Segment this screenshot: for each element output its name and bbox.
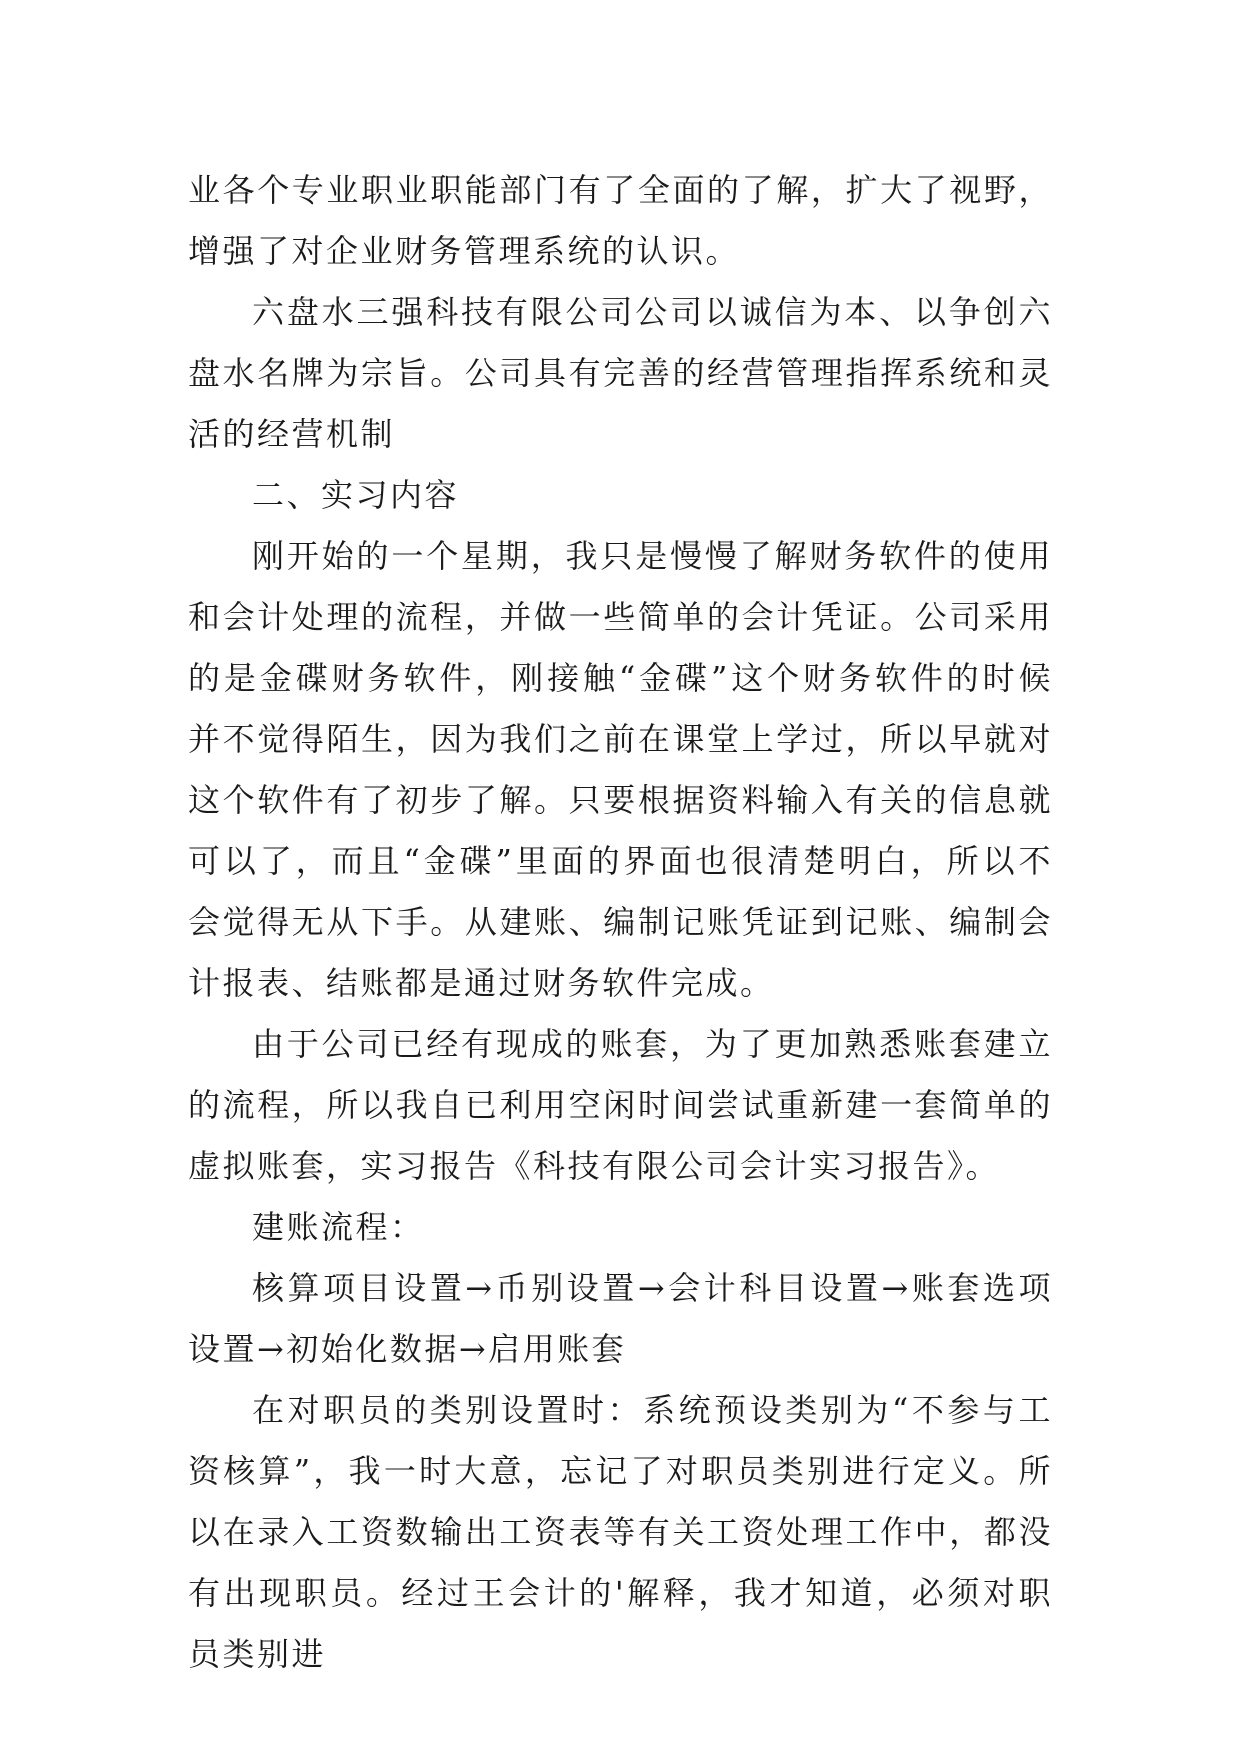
paragraph-intro-continuation: 业各个专业职业职能部门有了全面的了解，扩大了视野，增强了对企业财务管理系统的认识。	[188, 171, 1053, 270]
paragraph-accounts: 由于公司已经有现成的账套，为了更加熟悉账套建立的流程，所以我自已利用空闲时间尝试重新建一套简单的虚拟账套，实习报告《科技有限公司会计实习报告》。	[188, 1025, 1053, 1185]
paragraph-company: 六盘水三强科技有限公司公司以诚信为本、以争创六盘水名牌为宗旨。公司具有完善的经营管理指挥系统和灵活的经营机制	[188, 293, 1053, 453]
paragraph-flow-title: 建账流程：	[252, 1208, 425, 1246]
paragraph-flow-steps: 核算项目设置→币别设置→会计科目设置→账套选项设置→初始化数据→启用账套	[188, 1269, 1053, 1368]
section-heading-internship-content: 二、实习内容	[252, 476, 460, 514]
paragraph-first-week: 刚开始的一个星期，我只是慢慢了解财务软件的使用和会计处理的流程，并做一些简单的会计凭证。公司采用的是金碟财务软件，刚接触“金碟”这个财务软件的时候并不觉得陌生，因为我们之前在课堂上学过，所以早就对这个软件有了初步了解。只要根据资料输入有关的信息就可以了，而且“金碟”里面的界面也很清楚明白，所以不会觉得无从下手。从建账、编制记账凭证到记账、编制会计报表、结账都是通过财务软件完成。	[188, 537, 1053, 1002]
paragraph-staff-category: 在对职员的类别设置时：系统预设类别为“不参与工资核算”，我一时大意，忘记了对职员类别进行定义。所以在录入工资数输出工资表等有关工资处理工作中，都没有出现职员。经过王会计的'解释，我才知道，必须对职员类别进	[188, 1391, 1053, 1673]
document-body	[188, 160, 1053, 1685]
